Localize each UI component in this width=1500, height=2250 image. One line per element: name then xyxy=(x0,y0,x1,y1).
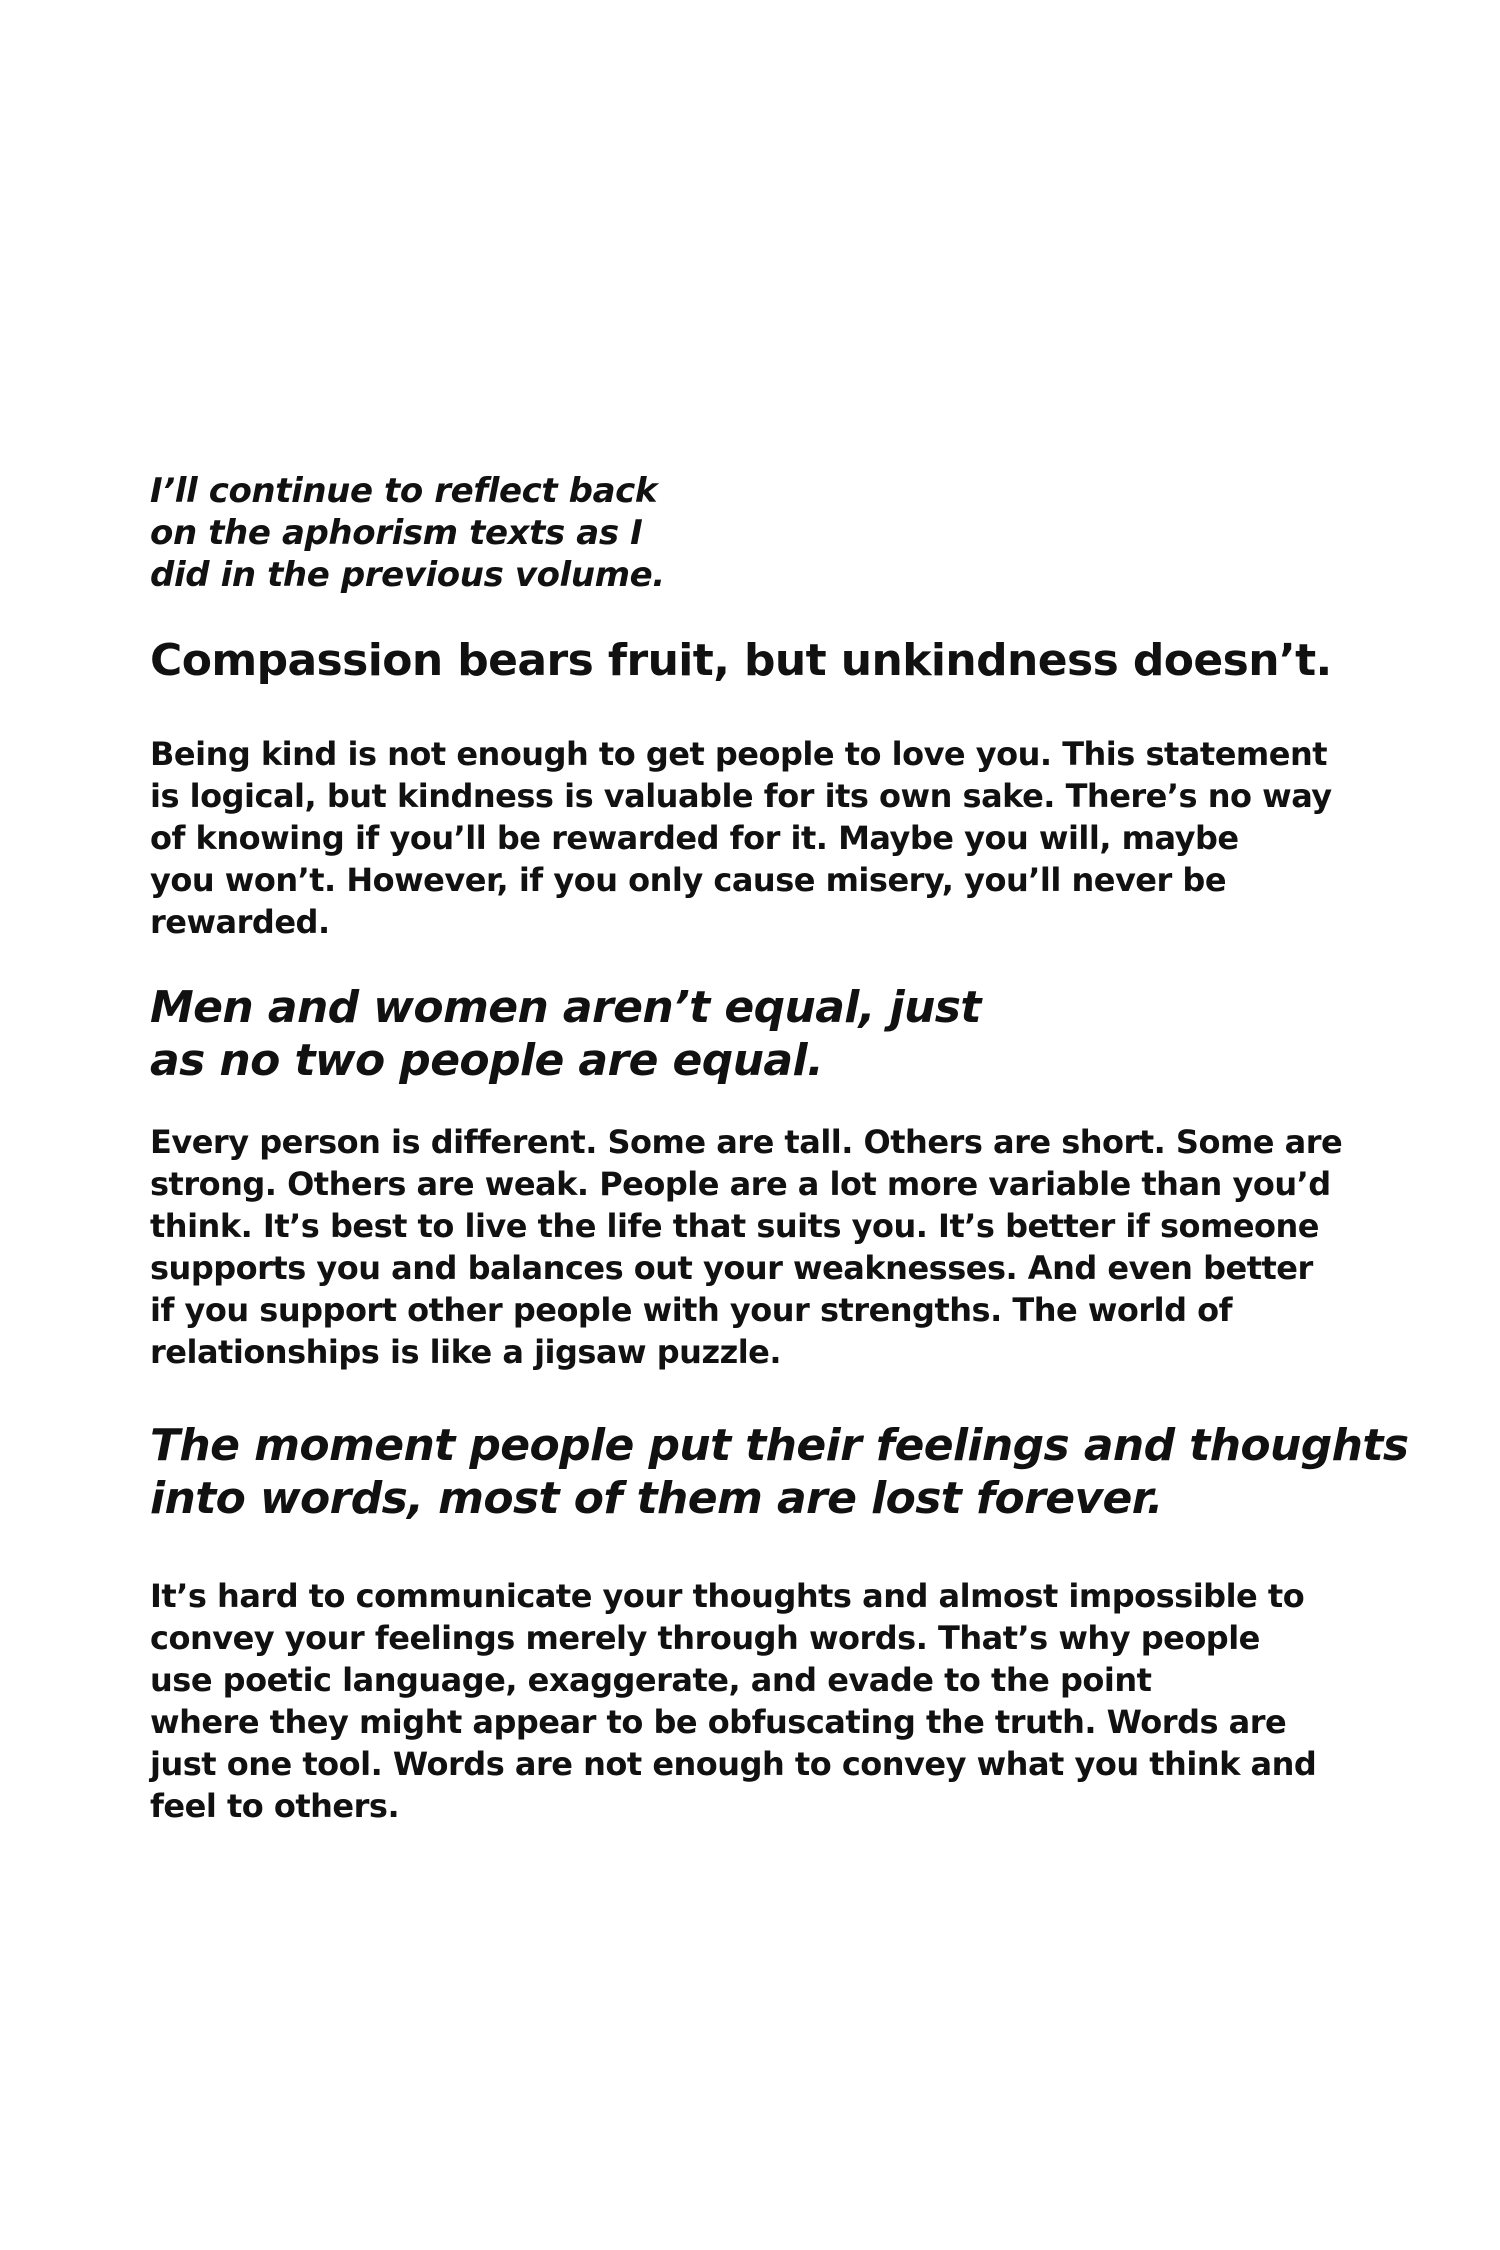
body-line: strong. Others are weak. People are a lot more variable than you’d xyxy=(150,1165,1331,1203)
body-line: of knowing if you’ll be rewarded for it. Maybe you will, maybe xyxy=(150,819,1239,857)
intro-line: did in the previous volume. xyxy=(150,555,665,595)
body-line: is logical, but kindness is valuable for its own sake. There’s no way xyxy=(150,777,1332,815)
body-line: think. It’s best to live the life that suits you. It’s better if someone xyxy=(150,1207,1319,1245)
intro-paragraph xyxy=(150,470,1380,596)
aphorism-body-words xyxy=(150,1575,1380,1827)
aphorism-body-compassion xyxy=(150,733,1380,943)
body-line: use poetic language, exaggerate, and evade to the point xyxy=(150,1661,1152,1699)
aphorism-heading-compassion xyxy=(150,634,1380,687)
heading-line: The moment people put their feelings and thoughts xyxy=(150,1420,1409,1471)
heading-line: Compassion bears fruit, but unkindness doesn’t. xyxy=(150,635,1332,686)
intro-line: I’ll continue to reflect back xyxy=(150,471,658,511)
heading-line: as no two people are equal. xyxy=(150,1035,824,1086)
body-line: Every person is different. Some are tall. Others are short. Some are xyxy=(150,1123,1343,1161)
intro-line: on the aphorism texts as I xyxy=(150,513,643,553)
page-content xyxy=(150,470,1409,1827)
body-line: rewarded. xyxy=(150,903,330,941)
aphorism-heading-equality xyxy=(150,981,1380,1087)
body-line: supports you and balances out your weaknesses. And even better xyxy=(150,1249,1313,1287)
body-line: just one tool. Words are not enough to convey what you think and xyxy=(150,1745,1317,1783)
body-line: Being kind is not enough to get people to love you. This statement xyxy=(150,735,1328,773)
aphorism-body-equality xyxy=(150,1121,1380,1373)
body-line: if you support other people with your strengths. The world of xyxy=(150,1291,1233,1329)
body-line: feel to others. xyxy=(150,1787,400,1825)
body-line: you won’t. However, if you only cause misery, you’ll never be xyxy=(150,861,1227,899)
body-line: convey your feelings merely through words. That’s why people xyxy=(150,1619,1260,1657)
body-line: relationships is like a jigsaw puzzle. xyxy=(150,1333,782,1371)
heading-line: into words, most of them are lost forever. xyxy=(150,1473,1163,1524)
aphorism-heading-words xyxy=(150,1419,1409,1525)
heading-line: Men and women aren’t equal, just xyxy=(150,982,981,1033)
body-line: It’s hard to communicate your thoughts and almost impossible to xyxy=(150,1577,1305,1615)
body-line: where they might appear to be obfuscating the truth. Words are xyxy=(150,1703,1287,1741)
